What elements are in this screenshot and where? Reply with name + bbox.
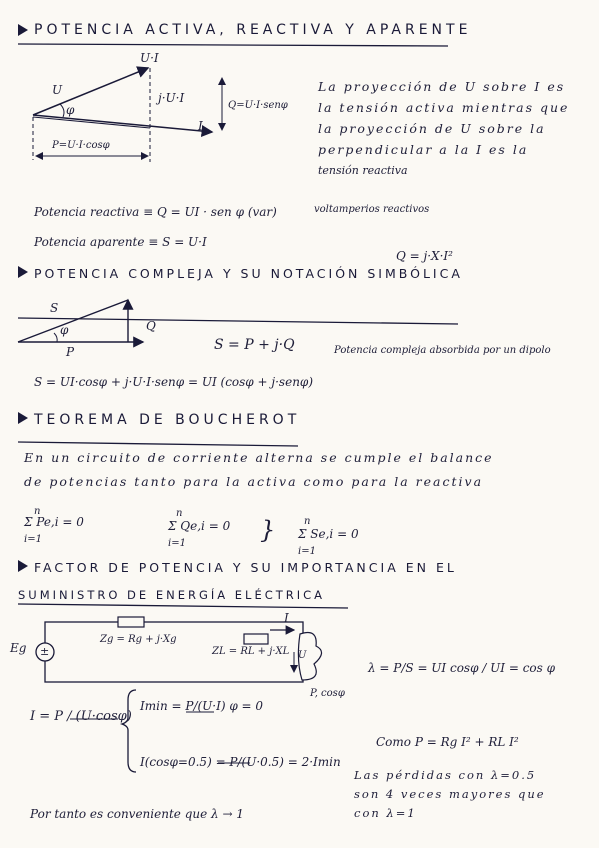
note-line: perpendicular a la I es la bbox=[318, 142, 529, 157]
note-line: Las pérdidas con λ=0.5 bbox=[354, 768, 537, 782]
bullet-arrow-icon bbox=[18, 24, 28, 36]
vector-label: j·U·I bbox=[158, 91, 185, 105]
bullet-arrow-icon bbox=[18, 560, 28, 572]
note-line: tensión reactiva bbox=[318, 164, 408, 177]
brace-glyph: } bbox=[260, 516, 276, 544]
vector-label: Q bbox=[146, 319, 156, 333]
bullet-arrow-icon bbox=[18, 266, 28, 278]
phi-label: φ bbox=[66, 103, 75, 117]
p-label: P=U·I·cosφ bbox=[52, 140, 110, 151]
zg-resistor bbox=[118, 617, 144, 627]
vector-label: I bbox=[198, 119, 203, 133]
current-label: I bbox=[284, 611, 289, 625]
source-symbol: ± bbox=[40, 645, 50, 658]
note-line: con λ=1 bbox=[354, 806, 417, 820]
brace bbox=[122, 690, 136, 772]
zg-label: Zg = Rg + j·Xg bbox=[100, 634, 177, 645]
note-line: la tensión activa mientras que bbox=[318, 100, 570, 115]
vector-label: S bbox=[50, 301, 59, 315]
boucherot-text bbox=[24, 446, 584, 494]
note-line: La proyección de U sobre I es bbox=[318, 79, 566, 94]
bullet-arrow-icon bbox=[18, 412, 28, 424]
phi-arc bbox=[60, 104, 64, 117]
apparent-power-line: Potencia aparente ≡ S = U·I bbox=[34, 235, 207, 249]
load-label: P, cosφ bbox=[310, 688, 345, 699]
vector-label: U·I bbox=[140, 51, 159, 65]
note-line: la proyección de U sobre la bbox=[318, 121, 546, 136]
imin-formula: Imin = P/(U·I) φ = 0 bbox=[140, 699, 264, 713]
reactive-power-line: Potencia reactiva ≡ Q = UI · sen φ (var) bbox=[34, 205, 277, 219]
heading-underline bbox=[18, 318, 458, 324]
q-formula: Q = j·X·I² bbox=[396, 249, 453, 263]
section-title: SUMINISTRO DE ENERGÍA ELÉCTRICA bbox=[18, 588, 326, 602]
heading-underline bbox=[18, 44, 448, 46]
sum-active: Σ Pe,i = 0 bbox=[24, 515, 84, 529]
sum-upper: n bbox=[304, 516, 311, 527]
sum-reactive: Σ Qe,i = 0 bbox=[168, 519, 231, 533]
heading-underline bbox=[18, 604, 348, 608]
projection-note bbox=[318, 76, 580, 181]
source-label: Eg bbox=[10, 641, 27, 655]
section-title: FACTOR DE POTENCIA Y SU IMPORTANCIA EN EL bbox=[34, 560, 457, 575]
sum-lower: i=1 bbox=[168, 538, 186, 549]
u-vector bbox=[33, 68, 148, 115]
sum-apparent: Σ Se,i = 0 bbox=[298, 527, 359, 541]
sum-upper: n bbox=[34, 506, 41, 517]
s-side bbox=[18, 300, 128, 342]
zl-resistor bbox=[244, 634, 268, 644]
voltage-label: U bbox=[298, 650, 307, 661]
current-formula: I = P / (U·cosφ) bbox=[30, 709, 132, 724]
text-line: de potencias tanto para la activa como para la reactiva bbox=[24, 474, 484, 489]
sum-lower: i=1 bbox=[24, 534, 42, 545]
losses-note bbox=[354, 766, 546, 823]
lambda-formula: λ = P/S = UI cosφ / UI = cos φ bbox=[368, 661, 556, 675]
complex-power-expansion: S = UI·cosφ + j·U·I·senφ = UI (cosφ + j·senφ) bbox=[34, 375, 313, 389]
complex-power-note: Potencia compleja absorbida por un dipolo bbox=[334, 345, 551, 356]
vector-label: P bbox=[66, 345, 75, 359]
voltamperes-note: voltamperios reactivos bbox=[314, 204, 430, 215]
phi-label: φ bbox=[60, 323, 69, 337]
projection-line bbox=[33, 117, 150, 128]
sum-lower: i=1 bbox=[298, 546, 316, 557]
zl-label: ZL = RL + j·XL bbox=[212, 646, 290, 657]
note-line: son 4 veces mayores que bbox=[354, 787, 546, 801]
sum-upper: n bbox=[176, 508, 183, 519]
losses-formula: Como P = Rg I² + RL I² bbox=[376, 735, 519, 749]
q-label: Q=U·I·senφ bbox=[228, 100, 288, 111]
i-cos05-formula: I(cosφ=0.5) = P/(U·0.5) = 2·Imin bbox=[140, 755, 341, 769]
phi-arc bbox=[54, 333, 57, 342]
vector-label: U bbox=[52, 83, 63, 97]
section-title: POTENCIA COMPLEJA Y SU NOTACIÓN SIMBÓLICA bbox=[34, 266, 463, 281]
section-title: TEOREMA DE BOUCHEROT bbox=[34, 412, 301, 428]
text-line: En un circuito de corriente alterna se cumple el balance bbox=[24, 450, 494, 465]
section-title: POTENCIA ACTIVA, REACTIVA Y APARENTE bbox=[34, 22, 472, 38]
i-vector bbox=[33, 115, 212, 132]
complex-power-formula: S = P + j·Q bbox=[214, 337, 295, 353]
conclusion: Por tanto es conveniente que λ → 1 bbox=[30, 807, 244, 821]
